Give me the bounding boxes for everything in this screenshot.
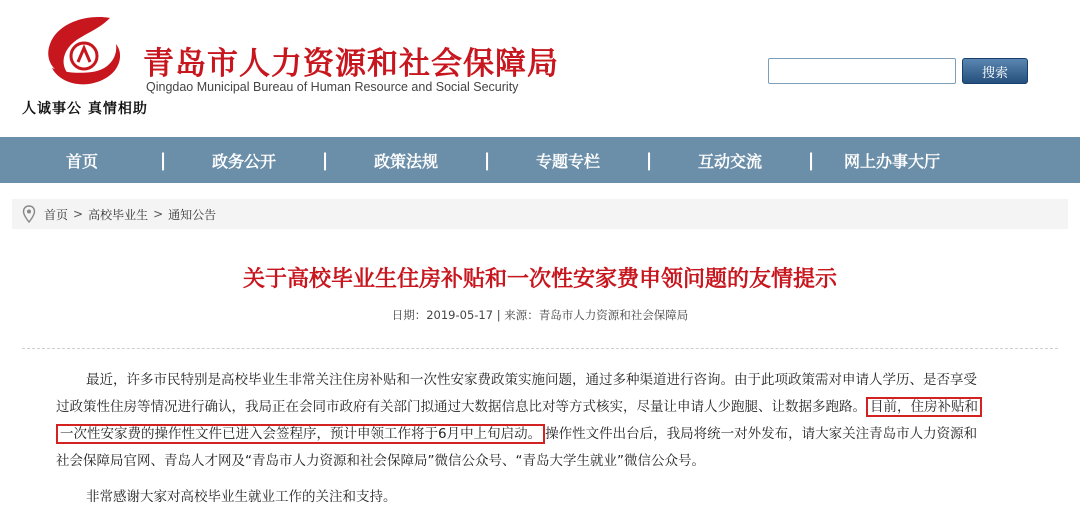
- nav-item-policies[interactable]: 政策法规: [373, 151, 438, 171]
- nav-item-home[interactable]: 首页: [65, 151, 98, 171]
- site-header: [0, 0, 1080, 137]
- breadcrumb-graduates[interactable]: 高校毕业生: [88, 207, 149, 222]
- highlighted-text: 目前，住房补贴和: [866, 397, 982, 417]
- breadcrumb-notices[interactable]: 通知公告: [168, 207, 217, 222]
- nav-item-gov-affairs[interactable]: 政务公开: [211, 151, 276, 171]
- paragraph-line: 社会保障局官网、青岛人才网及“青岛市人力资源和社会保障局”微信公众号、“青岛大学生就业”微信公众号。: [56, 453, 705, 469]
- location-pin-icon: [22, 205, 36, 223]
- paragraph-line: 最近，许多市民特别是高校毕业生非常关注住房补贴和一次性安家费政策实施问题，通过多种渠道进行咨询。由于此项政策需对申请人学历、是否享受: [86, 372, 977, 388]
- breadcrumb: [12, 199, 1068, 229]
- highlighted-text: 一次性安家费的操作性文件已进入会签程序，预计申领工作将于6月中上旬启动。: [56, 424, 545, 444]
- paragraph-text: 过政策性住房等情况进行确认，我局正在会同市政府有关部门拟通过大数据信息比对等方式核实，尽量让申请人少跑腿、让数据多跑路。: [56, 399, 866, 415]
- paragraph-closing: 非常感谢大家对高校毕业生就业工作的关注和支持。: [86, 489, 397, 505]
- nav-separator: |: [159, 149, 167, 171]
- breadcrumb-home[interactable]: 首页: [44, 207, 69, 222]
- article-meta: 日期：2019-05-17 | 来源：青岛市人力资源和社会保障局: [391, 308, 689, 322]
- nav-item-online-services[interactable]: 网上办事大厅: [843, 151, 940, 171]
- bureau-logo-icon[interactable]: [40, 12, 130, 92]
- paragraph-line: [56, 394, 1056, 421]
- page-title: 关于高校毕业生住房补贴和一次性安家费申领问题的友情提示: [242, 267, 837, 292]
- divider: [22, 348, 1058, 349]
- paragraph-text: 操作性文件出台后，我局将统一对外发布，请大家关注青岛市人力资源和: [545, 426, 978, 442]
- nav-separator: |: [645, 149, 653, 171]
- search-button[interactable]: 搜索: [962, 58, 1028, 84]
- article-body: [56, 367, 1056, 475]
- breadcrumb-separator: >: [73, 207, 84, 221]
- nav-separator: |: [807, 149, 815, 171]
- search-input[interactable]: [768, 58, 956, 84]
- org-name-cn[interactable]: 青岛市人力资源和社会保障局: [143, 46, 559, 82]
- org-name-en: Qingdao Municipal Bureau of Human Resource and Social Security: [146, 80, 519, 94]
- main-nav: [0, 137, 1080, 183]
- nav-item-topics[interactable]: 专题专栏: [535, 151, 600, 171]
- nav-separator: |: [483, 149, 491, 171]
- slogan: 人诚事公 真情相助: [22, 101, 148, 117]
- nav-item-interaction[interactable]: 互动交流: [697, 151, 762, 171]
- nav-separator: |: [321, 149, 329, 171]
- breadcrumb-separator: >: [153, 207, 164, 221]
- paragraph-line: [56, 421, 1056, 448]
